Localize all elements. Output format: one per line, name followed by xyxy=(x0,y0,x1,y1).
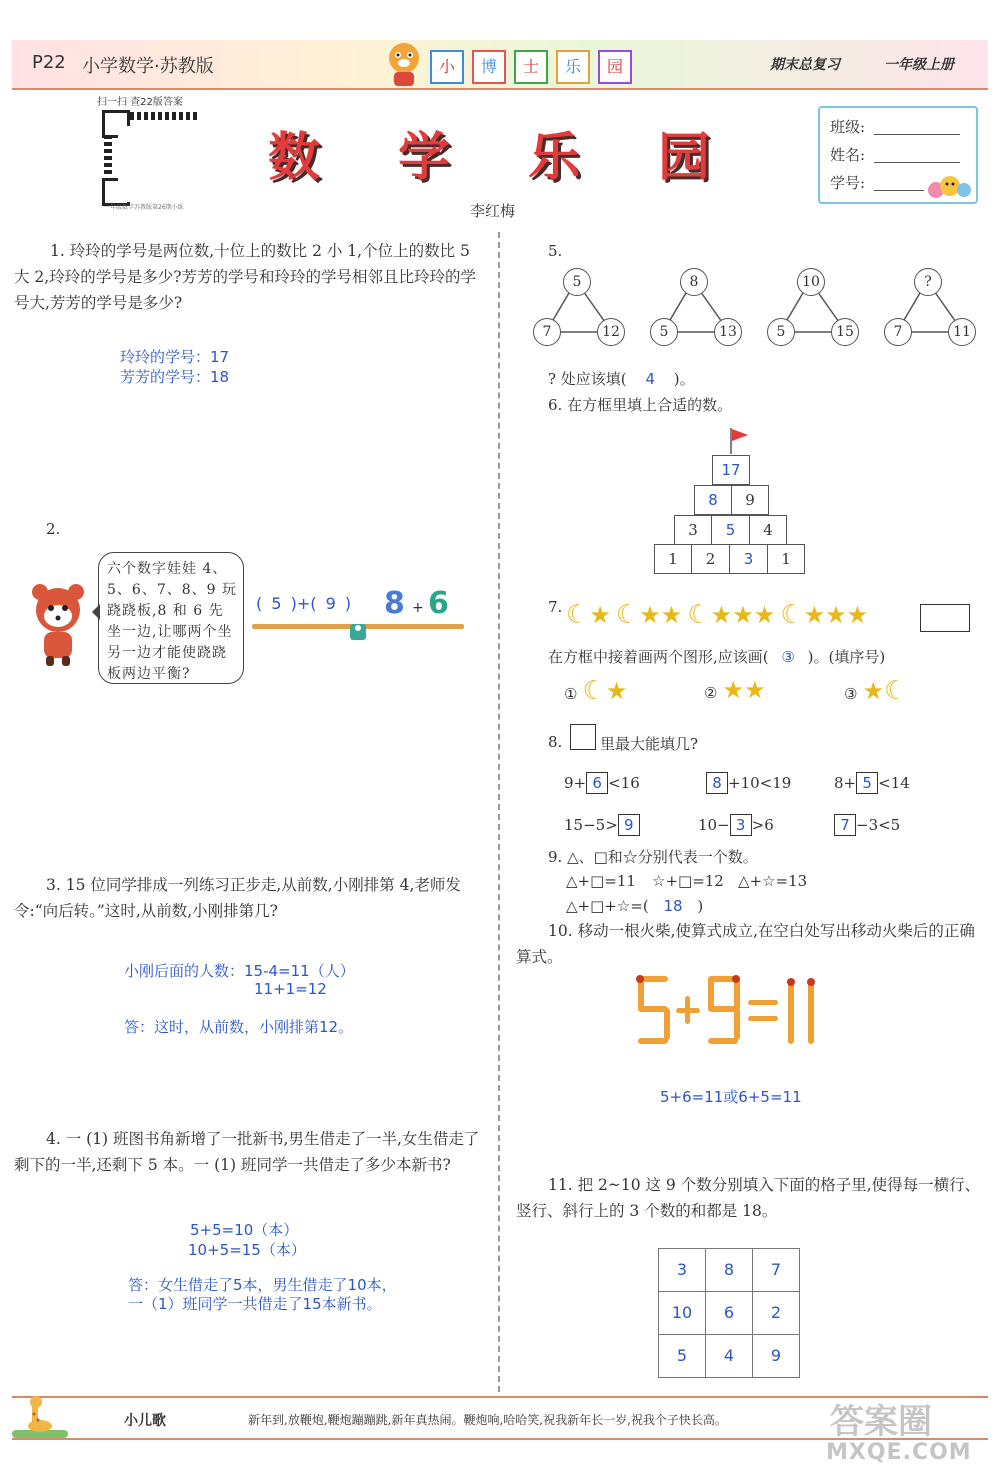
seesaw-left-formula xyxy=(256,594,351,613)
footer-song: 新年到,放鞭炮,鞭炮蹦蹦跳,新年真热闹。鞭炮响,哈哈笑,祝我新年长一岁,祝我个子快长高。 xyxy=(248,1413,727,1427)
grid-cell: 3 xyxy=(658,1248,706,1292)
name-field[interactable] xyxy=(874,162,960,163)
pyramid-cell: 3 xyxy=(674,515,712,545)
animals-icon xyxy=(926,168,972,200)
star-icon: ★ xyxy=(846,601,869,629)
q4-text: 4. 一 (1) 班图书角新增了一批新书,男生借走了一半,女生借走了剩下的一半,还剩下 5 本。一 (1) 班同学一共借走了多少本新书? xyxy=(14,1130,480,1174)
q8-item-pre: 9+ xyxy=(564,774,587,792)
q4-line-3: 答：女生借走了5本，男生借走了10本， xyxy=(128,1276,397,1294)
tile-bo: 博 xyxy=(472,50,506,84)
triangle-right-value: 13 xyxy=(714,318,742,346)
red-panda-icon xyxy=(26,580,96,670)
q2-answer-a: 5 xyxy=(271,594,282,613)
q8-answer-box: 8 xyxy=(706,772,728,794)
title-char-1: 数 xyxy=(268,128,321,188)
grid-cell: 8 xyxy=(705,1248,753,1292)
triangle-left-value: 7 xyxy=(533,318,561,346)
pyramid-cell: 17 xyxy=(712,455,750,485)
column-divider xyxy=(498,232,500,1392)
matchstick-equation xyxy=(636,972,822,1052)
q4-line-1: 5+5=10（本） xyxy=(190,1221,299,1239)
q8-answer-box: 9 xyxy=(618,814,640,836)
pyramid-cell: 1 xyxy=(654,544,692,574)
moon-icon: ☾ xyxy=(687,600,711,630)
option-number: ② xyxy=(704,684,718,702)
watermark-logo: 答案圈 xyxy=(830,1402,932,1442)
q7-prompt-post: )。(填序号) xyxy=(807,648,886,666)
q7-answer: ③ xyxy=(781,648,795,666)
header-banner xyxy=(12,40,988,90)
student-info-box xyxy=(818,106,978,204)
q4-line-2: 10+5=15（本） xyxy=(188,1241,306,1259)
q8-item-1 xyxy=(564,772,640,794)
q7-prompt-pre: 在方框中接着画两个图形,应该画( xyxy=(548,648,769,666)
q3-line-1: 小刚后面的人数：15-4=11（人） xyxy=(124,962,355,980)
star-icon: ★ xyxy=(744,676,766,704)
footer-label: 小儿歌 xyxy=(124,1413,166,1429)
triangle-top-value: 10 xyxy=(797,268,825,296)
triangle-top-value: ? xyxy=(914,268,942,296)
q9-eq4-post: ) xyxy=(697,897,704,915)
star-icon: ★ xyxy=(710,601,733,629)
q8-answer-box: 5 xyxy=(856,772,878,794)
grade-label: 一年级上册 xyxy=(884,57,954,73)
triangle-left-value: 5 xyxy=(767,318,795,346)
star-icon: ★ xyxy=(732,601,754,629)
qr-caption: 扫一扫 查22版答案 xyxy=(97,97,183,108)
q1-answer-2: 芳芳的学号：18 xyxy=(120,368,230,386)
q7-option-2 xyxy=(704,676,766,704)
triangle-left-value: 5 xyxy=(650,318,678,346)
q3-line-2: 11+1=12 xyxy=(254,980,327,998)
q7-answer-box[interactable] xyxy=(920,604,970,632)
q9-eq-4 xyxy=(566,897,703,915)
pyramid-cell: 9 xyxy=(731,485,769,515)
q2-right-close: ) xyxy=(344,594,352,613)
q8-item-post: <14 xyxy=(878,774,910,792)
star-icon: ★ xyxy=(639,601,661,629)
section-label: 期末总复习 xyxy=(770,57,840,73)
q8-answer-box: 6 xyxy=(586,772,608,794)
q5-answer: 4 xyxy=(645,370,655,388)
grid-cell: 6 xyxy=(705,1291,753,1335)
q1-text: 1. 玲玲的学号是两位数,十位上的数比 2 小 1,个位上的数比 5 大 2,玲玲的学号是多少?芳芳的学号和玲玲的学号相邻且比玲玲的学号大,芳芳的学号是多少? xyxy=(14,242,477,312)
q8-answer-box: 7 xyxy=(834,814,856,836)
q7-option-3 xyxy=(844,676,907,706)
q8-item-pre: 8+ xyxy=(834,774,857,792)
q8-item-pre: 10− xyxy=(698,816,730,834)
q7-prompt xyxy=(548,646,885,667)
grid-cell: 10 xyxy=(658,1291,706,1335)
option-number: ③ xyxy=(844,685,858,703)
q5-prompt-post: )。 xyxy=(673,370,695,388)
q9-eq-3: △+☆=13 xyxy=(738,872,808,890)
tile-le: 乐 xyxy=(556,50,590,84)
number-triangle xyxy=(881,264,981,344)
star-icon: ★ xyxy=(862,677,885,705)
q9-eq-1: △+□=11 xyxy=(566,872,636,890)
star-icon: ★ xyxy=(722,676,745,704)
flag-icon xyxy=(726,426,752,456)
pyramid-cell: 8 xyxy=(694,485,732,515)
triangle-right-value: 11 xyxy=(948,318,976,346)
title-char-2: 学 xyxy=(398,128,451,188)
q8-item-post: <16 xyxy=(608,774,640,792)
triangle-right-value: 15 xyxy=(831,318,859,346)
seesaw-plus: + xyxy=(412,600,424,616)
qr-small-text: 一年级数学苏教版第26期小练 xyxy=(104,204,184,211)
star-icon: ★ xyxy=(753,601,776,629)
q8-item-post: −3<5 xyxy=(856,816,901,834)
q8-item-5 xyxy=(698,814,774,836)
q8-item-2 xyxy=(706,772,791,794)
grid-cell: 5 xyxy=(658,1334,706,1378)
grid-cell: 4 xyxy=(705,1334,753,1378)
star-icon: ★ xyxy=(803,601,826,629)
q2-answer-b: 9 xyxy=(325,594,336,613)
tiger-mascot-icon xyxy=(380,38,428,88)
q7-number: 7. xyxy=(548,598,563,616)
number-triangle xyxy=(764,264,864,344)
q10-answer: 5+6=11或6+5=11 xyxy=(660,1088,802,1106)
triangle-top-value: 5 xyxy=(563,268,591,296)
class-field[interactable] xyxy=(874,134,960,135)
grid-cell: 7 xyxy=(752,1248,800,1292)
q2-left-open: ( xyxy=(256,594,263,613)
q8-item-post: +10<19 xyxy=(728,774,792,792)
q4-line-4: 一（1）班同学一共借走了15本新书。 xyxy=(128,1295,382,1313)
pyramid-cell: 2 xyxy=(691,544,730,574)
q7-pattern xyxy=(566,600,868,634)
q3-line-3: 答：这时，从前数，小刚排第12。 xyxy=(124,1018,354,1036)
q8-prompt: 里最大能填几? xyxy=(600,735,699,753)
q9-eq-2: ☆+□=12 xyxy=(652,872,724,890)
star-icon: ★ xyxy=(660,601,683,629)
title-char-3: 乐 xyxy=(528,128,581,188)
q9-answer: 18 xyxy=(663,897,683,915)
name-label: 姓名: xyxy=(830,146,866,164)
star-icon: ★ xyxy=(825,601,847,629)
star-icon: ★ xyxy=(589,601,611,629)
grid-cell: 9 xyxy=(752,1334,800,1378)
q8-item-3 xyxy=(834,772,910,794)
tile-xiao: 小 xyxy=(430,50,464,84)
q3-text: 3. 15 位同学排成一列练习正步走,从前数,小刚排第 4,老师发令:“向后转。”这时,从前数,小刚排第几? xyxy=(14,876,461,920)
q8-item-post: >6 xyxy=(751,816,774,834)
moon-icon: ☾ xyxy=(566,600,590,630)
pyramid-cell: 4 xyxy=(749,515,787,545)
q9-eq4-pre: △+□+☆=( xyxy=(566,897,649,915)
bubble-tail xyxy=(92,604,100,620)
option-number: ① xyxy=(564,685,578,703)
watermark-url: MXQE.COM xyxy=(826,1440,972,1465)
page-number: P22 xyxy=(32,52,66,73)
q8-item-pre: 15−5> xyxy=(564,816,618,834)
q9-text: 9. △、□和☆分别代表一个数。 xyxy=(548,848,758,866)
pyramid-cell: 1 xyxy=(767,544,805,574)
id-label: 学号: xyxy=(830,174,866,192)
moon-icon: ☾ xyxy=(615,600,640,630)
star-icon: ★ xyxy=(605,677,628,705)
pyramid-cell: 3 xyxy=(729,544,768,574)
triangle-right-value: 12 xyxy=(597,318,625,346)
q5-prompt xyxy=(548,368,695,389)
triangle-top-value: 8 xyxy=(680,268,708,296)
giraffe-icon xyxy=(10,1394,70,1440)
author: 李红梅 xyxy=(470,202,516,220)
moon-icon: ☾ xyxy=(582,676,606,706)
seesaw-digit-8: 8 xyxy=(384,586,405,621)
tile-yuan: 园 xyxy=(598,50,632,84)
q8-box-symbol xyxy=(570,724,596,750)
title-char-4: 园 xyxy=(658,128,711,188)
q6-text: 6. 在方框里填上合适的数。 xyxy=(548,396,733,414)
q2-number: 2. xyxy=(46,520,61,538)
number-triangle xyxy=(530,264,630,344)
book-title: 小学数学·苏教版 xyxy=(82,56,214,77)
triangle-left-value: 7 xyxy=(884,318,912,346)
qr-code[interactable] xyxy=(100,108,230,204)
q11-text: 11. 把 2~10 这 9 个数分别填入下面的格子里,使得每一横行、竖行、斜行上的 3 个数的和都是 18。 xyxy=(516,1176,981,1220)
moon-icon: ☾ xyxy=(780,600,804,630)
magic-square-grid xyxy=(658,1248,800,1378)
class-label: 班级: xyxy=(830,118,866,136)
seesaw-fulcrum-icon xyxy=(346,620,370,642)
grid-cell: 2 xyxy=(752,1291,800,1335)
q1-answer-1: 玲玲的学号：17 xyxy=(120,348,230,366)
q8-number: 8. xyxy=(548,733,563,751)
seesaw-digit-6: 6 xyxy=(428,586,449,621)
q5-prompt-pre: ? 处应该填( xyxy=(548,370,627,388)
q8-item-4 xyxy=(564,814,640,836)
id-field[interactable] xyxy=(874,190,924,191)
moon-icon: ☾ xyxy=(884,676,908,706)
tile-shi: 士 xyxy=(514,50,548,84)
q10-text: 10. 移动一根火柴,使算式成立,在空白处写出移动火柴后的正确算式。 xyxy=(516,922,975,966)
q8-answer-box: 3 xyxy=(730,814,752,836)
q8-item-6 xyxy=(834,814,900,836)
number-triangle xyxy=(647,264,747,344)
q7-option-1 xyxy=(564,676,627,706)
pyramid-cell: 5 xyxy=(711,515,750,545)
q2-mid: )+( xyxy=(290,594,317,613)
q5-number: 5. xyxy=(548,242,563,260)
q2-speech-bubble xyxy=(98,552,244,684)
q2-bubble-text: 六个数字娃娃 4、5、6、7、8、9 玩跷跷板,8 和 6 先坐一边,让哪两个坐另一边才能使跷跷板两边平衡? xyxy=(107,561,237,682)
